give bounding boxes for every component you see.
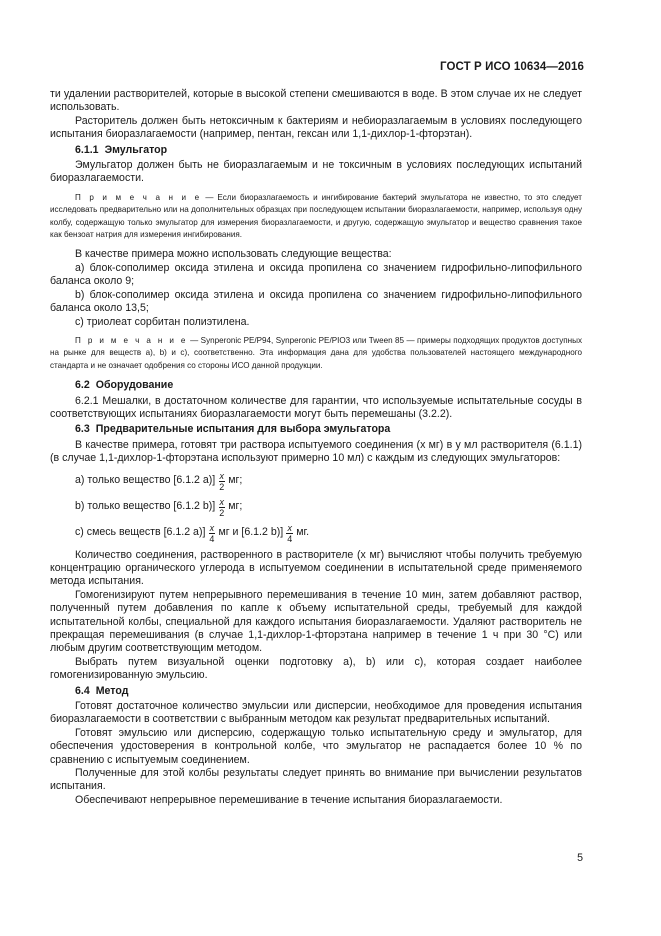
formula-prefix: b) только вещество [6.1.2 b)] — [75, 500, 216, 513]
section-number: 6.3 — [75, 423, 90, 436]
list-item-b: b) блок-сополимер оксида этилена и оксида пропилена со значением гидрофильно-липофильного баланса около 13,5; — [50, 288, 582, 315]
fraction-denominator: 4 — [287, 533, 293, 544]
page-number: 5 — [577, 852, 583, 864]
paragraph-stirrers: 6.2.1 Мешалки, в достаточном количестве для гарантии, что используемые испытательные сосуды в соответствующих испытаниях биоразлагаемости могут быть перемешаны (3.2.2). — [50, 394, 582, 420]
note-products — [50, 335, 582, 372]
section-title: Эмульгатор — [104, 143, 168, 156]
formula-unit: мг. — [296, 526, 310, 539]
section-title: Оборудование — [95, 379, 174, 392]
section-number: 6.2 — [75, 379, 90, 392]
fraction-numerator: x — [219, 470, 224, 481]
paragraph-compound-amount: Количество соединения, растворенного в растворителе (х мг) вычисляют чтобы получить требуемую концентрацию органического углерода в испытуемом соединении в испытательной среде применяемого метода испытания. — [50, 548, 582, 588]
formula-prefix: с) смесь веществ [6.1.2 а)] — [75, 526, 206, 539]
fraction — [286, 523, 293, 544]
formula-prefix: а) только вещество [6.1.2 а)] — [75, 474, 216, 487]
paragraph-three-solutions: В качестве примера, готовят три раствора испытуемого соединения (х мг) в у мл растворителя (6.1.1) (в случае 1,1-дихлор-1-фторэтана используют примерно 10 мл) с каждым из следующих эмульгаторов: — [50, 438, 582, 465]
fraction-denominator: 2 — [219, 507, 225, 518]
section-heading-6-3 — [75, 423, 582, 436]
formula-line-b — [75, 497, 582, 518]
fraction-numerator: x — [287, 522, 292, 533]
standard-header: ГОСТ Р ИСО 10634—2016 — [439, 61, 584, 73]
fraction — [208, 523, 215, 544]
note-label: П р и м е ч а н и е — [75, 192, 202, 202]
paragraph-control-flask: Готовят эмульсию или дисперсию, содержащую только испытательную среду и эмульгатор, для обеспечения удостоверения в контрольной колбе, что эмульгатор не распадается более 10 % по сравнению с испытуемым соединением. — [50, 726, 582, 766]
section-title: Метод — [95, 684, 129, 697]
fraction-denominator: 2 — [219, 481, 225, 492]
paragraph-prepare-emulsion: Готовят достаточное количество эмульсии или дисперсии, необходимое для проведения испытания биоразлагаемости в соответствии с выбранным методом как результат предварительных испытаний. — [50, 700, 582, 726]
fraction-numerator: x — [209, 522, 215, 533]
paragraph-emulsifier: Эмульгатор должен быть не биоразлагаемым и не токсичным в условиях последующих испытаний биоразлагаемости. — [50, 159, 582, 185]
paragraph-continuation: ти удалении растворителей, которые в высокой степени смешиваются в воде. В этом случае их не следует использовать. — [50, 88, 582, 114]
fraction-denominator: 4 — [209, 533, 215, 544]
page-content — [50, 88, 582, 807]
formula-unit: мг; — [228, 474, 243, 487]
formula-line-a — [75, 471, 582, 492]
paragraph-continuous-stirring: Обеспечивают непрерывное перемешивание в течение испытания биоразлагаемости. — [75, 793, 503, 806]
paragraph-solvent-requirements: Растоpитель должен быть нетоксичным к бактериям и небиоразлагаемым в условиях последующего испытания биоразлагаемости (например, пентан, гексан или 1,1-дихлор-1-фторэтан). — [50, 114, 582, 141]
section-number: 6.1.1 — [75, 143, 99, 156]
fraction-numerator: x — [219, 496, 224, 507]
list-item-c: с) триолеат сорбитан полиэтилена. — [75, 315, 250, 328]
note-text: — Если биоразлагаемость и ингибирование бактерий эмульгатора не известно, то это следует исследовать предварительно или на дополнительных образцах при последующем испытании биоразлагаемости, например, используя одну колбу, содержащую только эмульгатор для измерения биоразлагаемости, и другую, содержащую эмульгатор и вещество сравнения такое как бензоат натрия для измерения ингибирования. — [50, 192, 582, 240]
fraction — [218, 471, 225, 492]
note-text: — Synperonic PE/P94, Synperonic PE/PIO3 или Tween 85 — примеры подходящих продуктов доступных на рынке для веществ а), b) и с), соответственно. Эта информация дана для удобства пользователей настоящего международного стандарта и не означает одобрения со стороны ИСО данной продукции. — [50, 335, 582, 370]
paragraph-examples-intro: В качестве примера можно использовать следующие вещества: — [75, 248, 392, 261]
section-number: 6.4 — [75, 684, 90, 697]
section-title: Предварительные испытания для выбора эмульгатора — [95, 423, 391, 436]
section-heading-6-2 — [75, 379, 582, 392]
formula-middle: мг и [6.1.2 b)] — [218, 526, 284, 539]
section-heading-6-4 — [75, 685, 582, 698]
paragraph-visual-selection: Выбрать путем визуальной оценки подготовку а), b) или с), которая создает наиболее гомогенизированную эмульсию. — [50, 655, 582, 682]
list-item-a: а) блок-сополимер оксида этилена и оксида пропилена со значением гидрофильно-липофильного баланса около 9; — [50, 261, 582, 288]
section-heading-6-1-1 — [75, 144, 582, 157]
note-label: П р и м е ч а н и е — [75, 335, 188, 345]
note-biodegradability — [50, 192, 582, 242]
paragraph-homogenize: Гомогенизируют путем непрерывного перемешивания в течение 10 мин, затем добавляют раствор, полученный путем добавления по капле к объему испытательной среды, требуемый для каждой испытательной колбы, специальной для каждого испытания биоразлагаемости. Удаляют растворитель не прекращая перемешивания (в случае 1,1-дихлор-1-фторэтана например в течение 1 ч при 30 °С) или любым другим соответствующим методом. — [50, 588, 582, 655]
paragraph-results: Полученные для этой колбы результаты следует принять во внимание при вычислении результатов испытания. — [50, 767, 582, 793]
fraction — [218, 497, 225, 518]
formula-unit: мг; — [228, 500, 243, 513]
formula-line-c — [75, 523, 582, 544]
